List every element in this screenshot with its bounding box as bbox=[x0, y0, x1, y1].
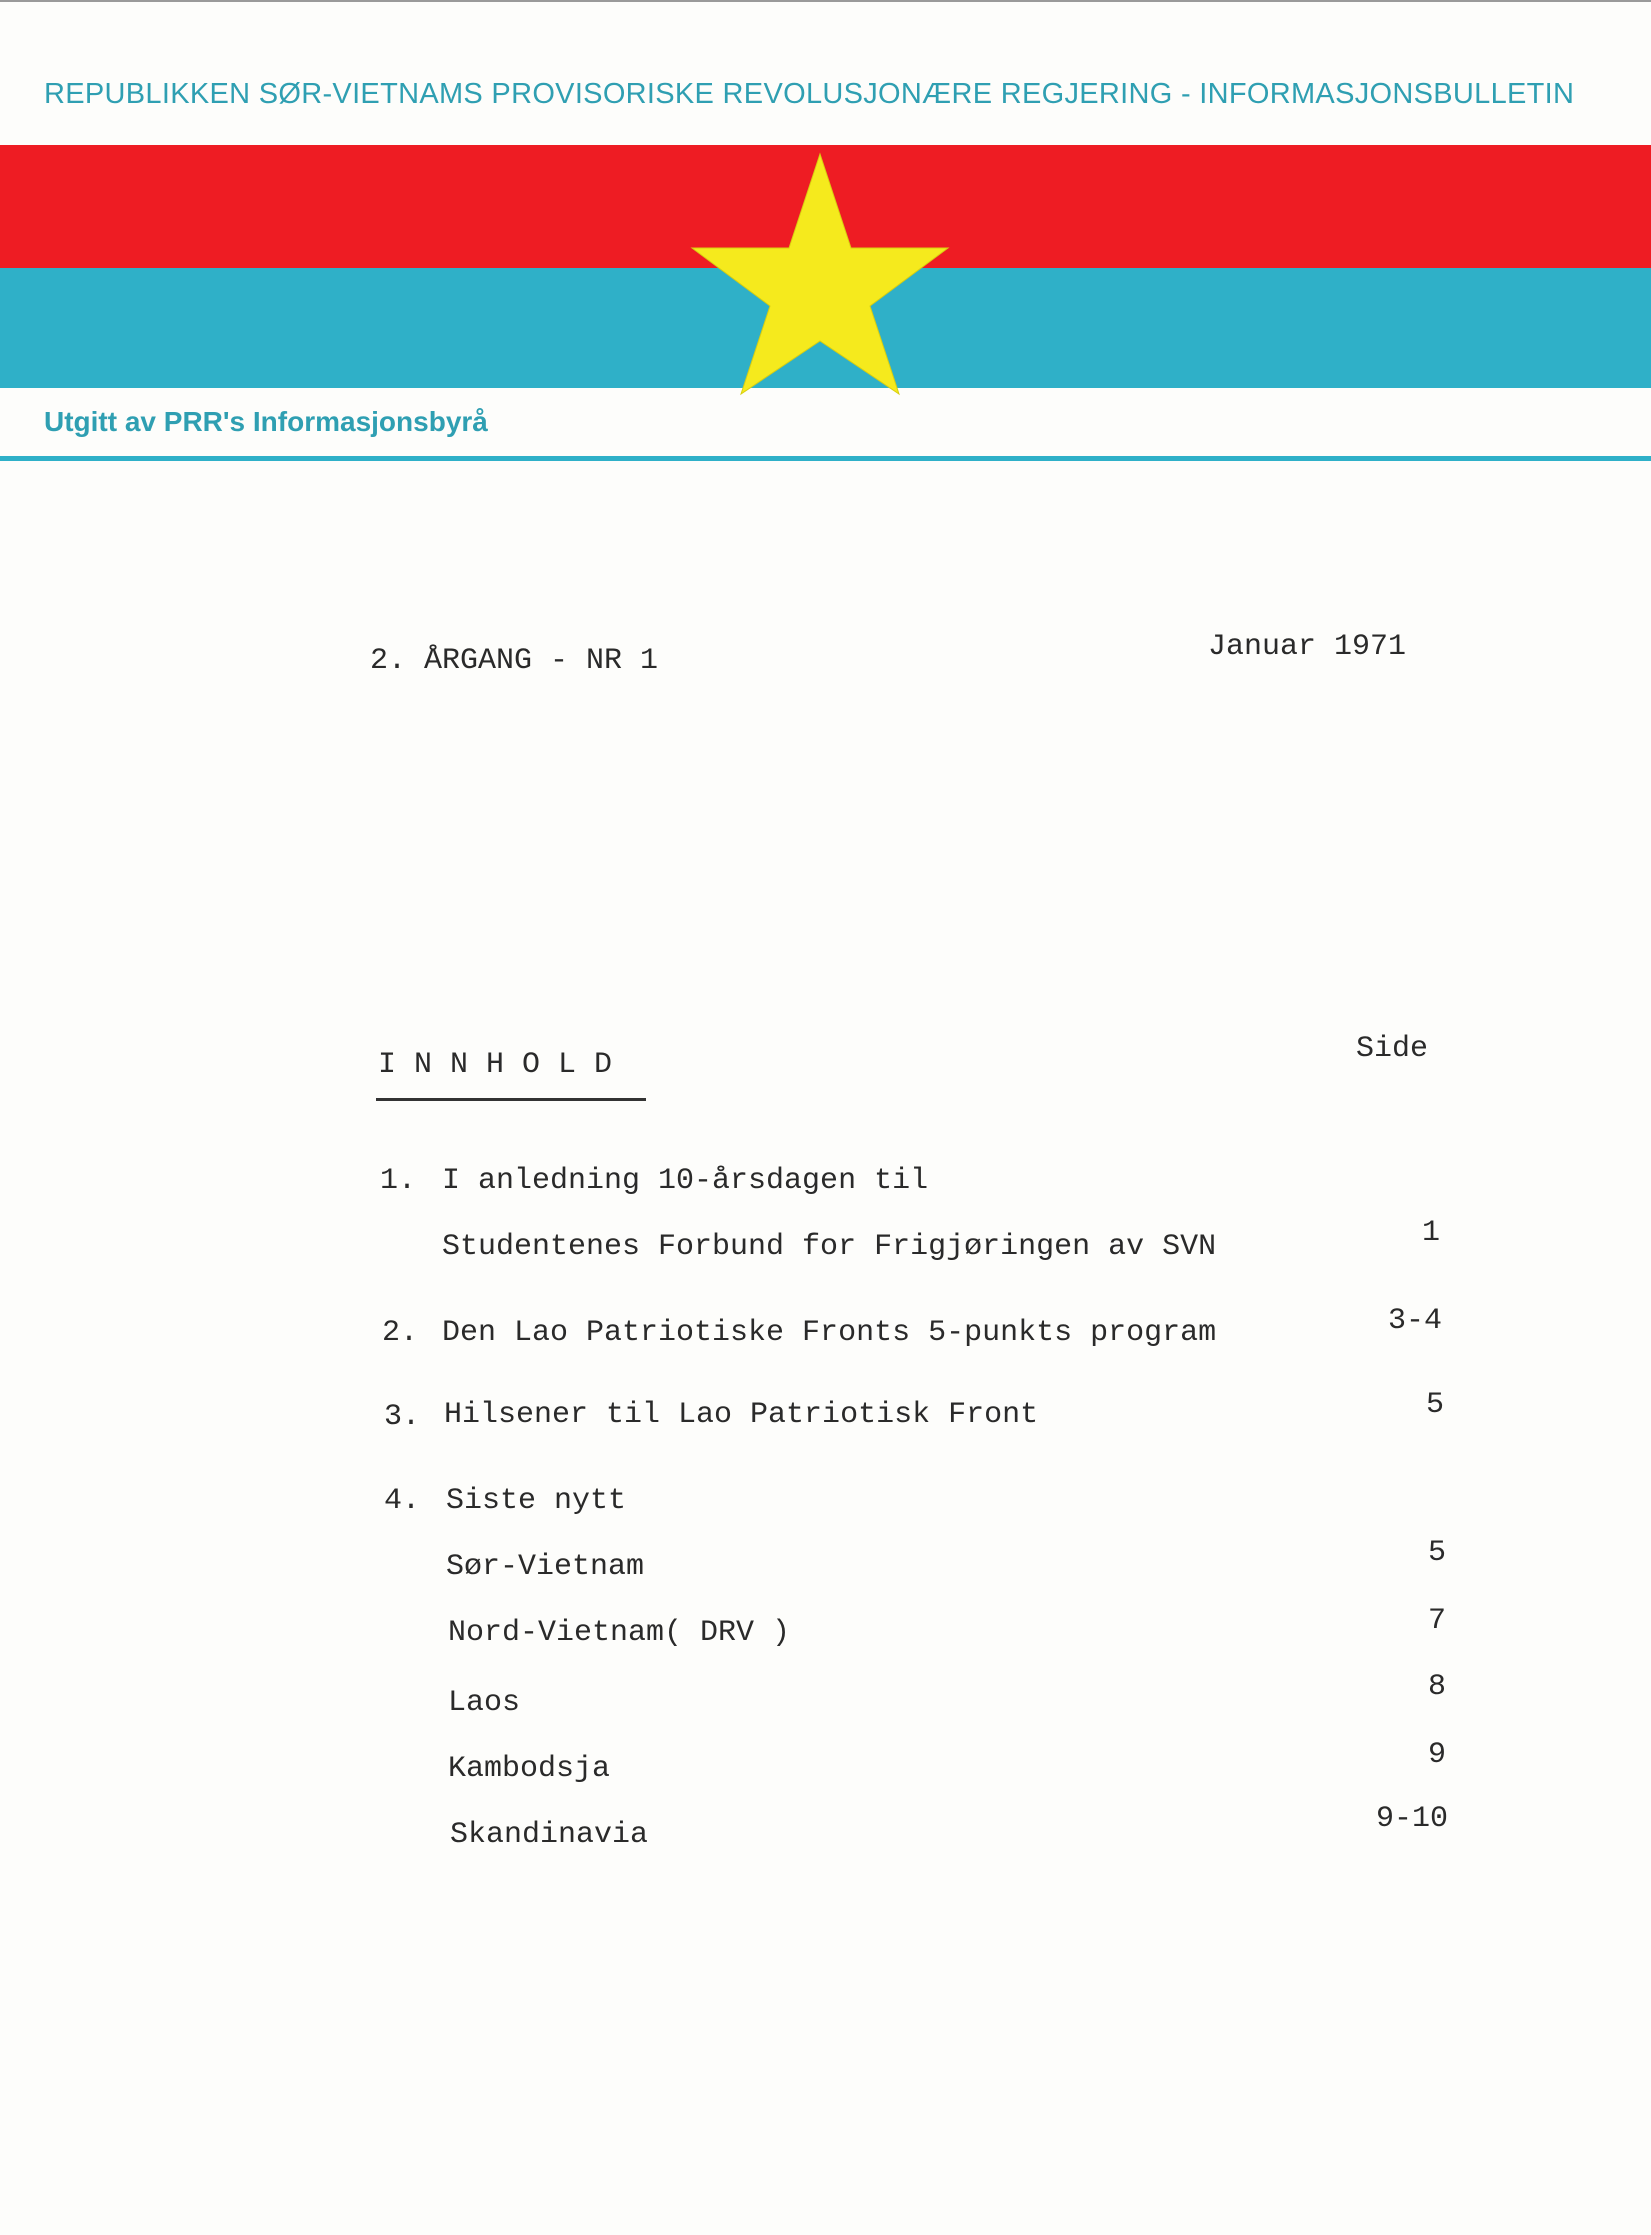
masthead-title: REPUBLIKKEN SØR-VIETNAMS PROVISORISKE REVOLUSJONÆRE REGJERING - INFORMASJONSBULLETIN bbox=[44, 78, 1575, 110]
page-column-label: Side bbox=[1356, 1032, 1429, 1066]
toc-entry-2-number: 2. bbox=[382, 1316, 419, 1350]
toc-entry-2-text: Den Lao Patriotiske Fronts 5-punkts program bbox=[442, 1316, 1217, 1350]
issue-date: Januar 1971 bbox=[1208, 630, 1407, 664]
toc-entry-1-page: 1 bbox=[1421, 1216, 1440, 1250]
top-border-line bbox=[0, 0, 1651, 2]
toc-subentry-skandinavia: Skandinavia bbox=[450, 1818, 649, 1852]
contents-heading: INNHOLD bbox=[378, 1048, 631, 1082]
toc-subentry-nord-vietnam: Nord-Vietnam( DRV ) bbox=[448, 1616, 791, 1650]
header-divider bbox=[0, 456, 1651, 461]
toc-subentry-sor-vietnam-page: 5 bbox=[1427, 1536, 1446, 1570]
toc-subentry-nord-vietnam-page: 7 bbox=[1427, 1604, 1446, 1638]
toc-entry-1-text: I anledning 10-årsdagen til bbox=[442, 1164, 929, 1198]
issue-volume: 2. ÅRGANG - NR 1 bbox=[370, 644, 659, 678]
toc-entry-1-text-cont: Studentenes Forbund for Frigjøringen av SVN bbox=[442, 1230, 1217, 1264]
toc-entry-3-page: 5 bbox=[1425, 1388, 1444, 1422]
toc-subentry-skandinavia-page: 9-10 bbox=[1375, 1802, 1448, 1836]
toc-entry-3-text: Hilsener til Lao Patriotisk Front bbox=[444, 1398, 1039, 1432]
toc-subentry-laos-page: 8 bbox=[1427, 1670, 1446, 1704]
toc-subentry-sor-vietnam: Sør-Vietnam bbox=[446, 1550, 645, 1584]
publisher-line: Utgitt av PRR's Informasjonsbyrå bbox=[44, 406, 488, 437]
toc-entry-4-number: 4. bbox=[384, 1484, 421, 1518]
toc-entry-3-number: 3. bbox=[384, 1400, 421, 1434]
toc-entry-4-text: Siste nytt bbox=[446, 1484, 627, 1518]
toc-subentry-kambodsja: Kambodsja bbox=[448, 1752, 611, 1786]
toc-entry-2-page: 3-4 bbox=[1387, 1304, 1442, 1338]
contents-heading-underline bbox=[376, 1098, 646, 1101]
toc-entry-1-number: 1. bbox=[380, 1164, 417, 1198]
star-icon bbox=[690, 148, 950, 396]
toc-subentry-kambodsja-page: 9 bbox=[1427, 1738, 1446, 1772]
toc-subentry-laos: Laos bbox=[448, 1686, 521, 1720]
